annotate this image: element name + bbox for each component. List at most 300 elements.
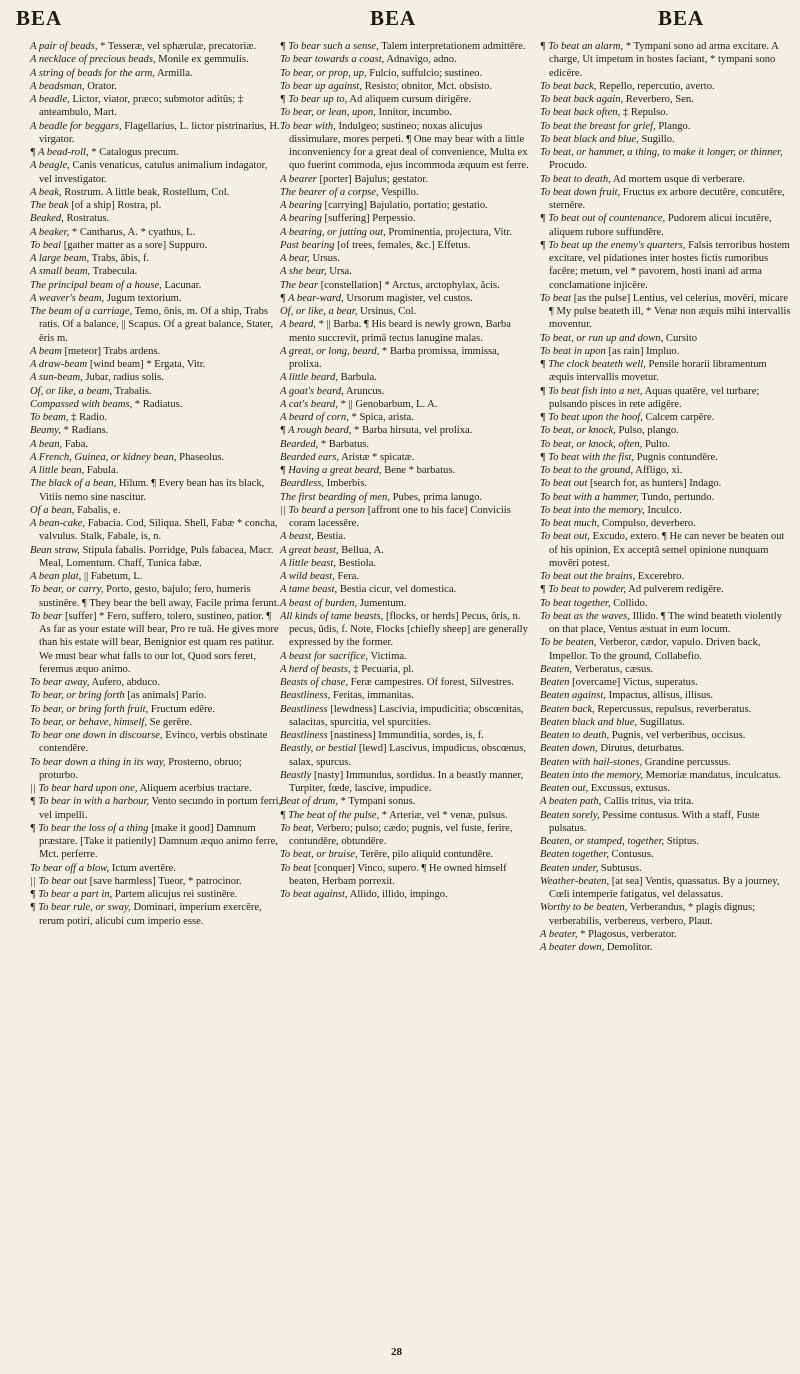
dictionary-entry: [280, 742, 532, 769]
page-number: 28: [391, 1346, 402, 1358]
dictionary-entry: [30, 729, 282, 756]
dictionary-entry: [30, 226, 282, 239]
entry-translation: Terēre, pilo aliquid contundēre.: [360, 849, 494, 861]
dictionary-entry: [540, 464, 792, 477]
entry-translation: [gather matter as a sore] Suppuro.: [63, 239, 208, 251]
entry-headword: A bean-cake,: [30, 518, 86, 529]
dictionary-entry: [30, 398, 282, 411]
entry-translation: [as animals] Pario.: [127, 690, 207, 702]
entry-headword: A bean plat,: [30, 571, 82, 582]
entry-headword: To beat as the waves,: [540, 610, 630, 622]
entry-headword: To beat, or bruise,: [280, 849, 358, 861]
entry-headword: The first bearding of men,: [280, 491, 390, 503]
entry-translation: ‡ Radio.: [71, 412, 108, 423]
entry-translation: * Plagosus, verberator.: [580, 928, 677, 940]
entry-headword: Of a bean,: [30, 504, 75, 516]
entry-headword: Beastly: [280, 769, 312, 781]
entry-headword: To bear with,: [280, 120, 336, 132]
entry-translation: [nastiness] Immunditia, sordes, is, f.: [330, 730, 484, 741]
entry-headword: To beat black and blue,: [540, 133, 639, 145]
dictionary-entry: [540, 186, 792, 213]
entry-headword: A great beast,: [280, 544, 339, 556]
entry-translation: Fabalis, e.: [77, 504, 121, 516]
entry-headword: A bearing: [280, 200, 322, 211]
entry-headword: A little beard,: [280, 372, 338, 384]
entry-translation: Ad mortem usque di verberare.: [612, 173, 745, 185]
entry-headword: ¶ To beat up the enemy's quarters,: [540, 239, 686, 251]
dictionary-entry: [30, 862, 282, 875]
dictionary-entry: [30, 159, 282, 186]
entry-translation: Barbula.: [340, 372, 377, 384]
entry-headword: A beast for sacrifice,: [280, 650, 369, 662]
entry-translation: [meteor] Trabs ardens.: [64, 345, 161, 357]
entry-translation: Ursa.: [329, 266, 352, 278]
entry-translation: [suffering] Perpessio.: [324, 213, 416, 225]
entry-headword: To beat, or knock, often,: [540, 438, 643, 450]
entry-translation: Sugillo.: [641, 133, 675, 145]
entry-translation: * Tesseræ, vel sphærulæ, precatoriæ.: [100, 41, 257, 52]
entry-translation: Grandine percussus.: [644, 756, 731, 768]
dictionary-entry: [540, 782, 792, 795]
entry-translation: Porto, gesto, bajulo; fero, humeris sustinēre. ¶ They bear the bell away, Facile prima ferunt.: [39, 584, 280, 609]
entry-headword: All kinds of tame beasts,: [280, 610, 384, 622]
entry-headword: A beadle,: [30, 94, 70, 105]
dictionary-entry: [30, 371, 282, 384]
dictionary-entry: [540, 106, 792, 119]
entry-translation: [make it good] Damnum præstare. [Take it patiently] Damnum æquo animo ferre, Mct. perferre.: [39, 822, 279, 861]
entry-translation: [wind beam] * Ergata, Vitr.: [89, 359, 206, 370]
entry-translation: Canis venaticus, catulus animalium indagator, vel investigator.: [39, 160, 268, 185]
entry-headword: Beastliness: [280, 703, 328, 715]
dictionary-entry: [280, 398, 532, 411]
dictionary-entry: [540, 477, 792, 490]
entry-headword: ¶ The clock beateth well,: [540, 359, 646, 370]
entry-headword: The beam of a carriage,: [30, 306, 133, 317]
dictionary-entry: [540, 663, 792, 676]
entry-translation: [lewdness] Lascivia, impudicitia; obscœnitas, salacitas, spurcitia, vel spurcities.: [289, 703, 524, 728]
entry-headword: ¶ The beat of the pulse,: [280, 809, 380, 821]
dictionary-entry: [30, 504, 282, 517]
entry-headword: To bear, or bring forth fruit,: [30, 703, 149, 715]
dictionary-entry: [30, 120, 282, 147]
entry-headword: To beat, or hammer, a thing, to make it longer, or thinner,: [540, 147, 783, 158]
entry-headword: To beat out,: [540, 531, 590, 543]
dictionary-entry: [30, 888, 282, 901]
entry-headword: Beaten into the memory,: [540, 769, 643, 781]
header-center: BEA: [370, 6, 417, 30]
entry-translation: Allido, illido, impingo.: [349, 889, 448, 900]
entry-headword: To beat the breast for grief,: [540, 120, 656, 132]
dictionary-entry: [280, 769, 532, 796]
entry-headword: To bear away,: [30, 677, 90, 688]
dictionary-entry: [540, 610, 792, 637]
dictionary-entry: [30, 610, 282, 676]
entry-translation: Calcem carpēre.: [645, 412, 715, 423]
entry-translation: * Tympani sono ad arma excitare. A charge, Ut impetum in hostes faciant, * tympani sono edicēre.: [549, 41, 779, 79]
entry-headword: To beat out: [540, 478, 588, 490]
dictionary-entry: [30, 570, 282, 583]
entry-headword: ¶ To bear up to,: [280, 94, 348, 105]
entry-translation: Aliquem acerbius tractare.: [139, 783, 252, 794]
dictionary-entry: [540, 120, 792, 133]
entry-headword: To bear, or carry,: [30, 584, 104, 596]
dictionary-entry: [540, 583, 792, 596]
dictionary-entry: [540, 411, 792, 424]
dictionary-entry: [280, 120, 532, 173]
dictionary-entry: [280, 544, 532, 557]
dictionary-entry: [30, 212, 282, 225]
dictionary-entry: [30, 80, 282, 93]
dictionary-entry: [540, 345, 792, 358]
entry-translation: * Tympani sonus.: [340, 796, 416, 808]
entry-headword: Bean straw,: [30, 544, 80, 556]
entry-translation: Collido.: [613, 597, 648, 609]
entry-headword: Beaten: [540, 677, 570, 688]
entry-headword: Beastly, or bestial: [280, 743, 357, 755]
entry-headword: The bear: [280, 279, 318, 291]
dictionary-entry: [540, 332, 792, 345]
entry-translation: Sugillatus.: [639, 716, 685, 728]
dictionary-entry: [280, 676, 532, 689]
entry-headword: Beardless,: [280, 478, 325, 490]
entry-translation: Temo, ōnis, m. Of a ship, Trabs ratis. Of a balance, || Scapus. Of a great balance, Stater, ēris m.: [39, 306, 274, 344]
dictionary-entry: [280, 318, 532, 345]
entry-translation: Excussus, extusus.: [590, 783, 671, 794]
entry-translation: Adnavigo, adno.: [386, 54, 457, 66]
entry-headword: A bearer: [280, 173, 317, 185]
dictionary-entry: [540, 835, 792, 848]
dictionary-entry: [30, 875, 282, 888]
entry-headword: To beat back often,: [540, 107, 621, 119]
dictionary-entry: [30, 411, 282, 424]
column-middle: [280, 40, 532, 901]
dictionary-entry: [280, 570, 532, 583]
entry-headword: To beat down fruit,: [540, 186, 621, 198]
entry-translation: [search for, as hunters] Indago.: [589, 478, 722, 490]
entry-translation: Feræ campestres. Of forest, Silvestres.: [350, 677, 514, 688]
entry-headword: A bearing, or jutting out,: [280, 226, 386, 238]
entry-headword: A beaker,: [30, 226, 70, 238]
entry-headword: A pair of beads,: [30, 41, 98, 52]
dictionary-entry: [30, 345, 282, 358]
entry-headword: The principal beam of a house,: [30, 279, 162, 291]
entry-headword: To beat, or run up and down,: [540, 332, 664, 344]
dictionary-entry: [280, 557, 532, 570]
entry-headword: Weather-beaten,: [540, 875, 610, 887]
entry-translation: Flagellarius, L. lictor pistrinarius, H. virgator.: [39, 120, 280, 145]
dictionary-entry: [30, 477, 282, 504]
entry-headword: ¶ To bear a part in,: [30, 889, 113, 900]
entry-headword: ¶ To beat fish into a net,: [540, 385, 643, 397]
dictionary-entry: [280, 650, 532, 663]
entry-headword: To bear towards a coast,: [280, 54, 385, 66]
dictionary-entry: [540, 901, 792, 928]
entry-translation: * Radians.: [63, 425, 109, 437]
entry-translation: Feritas, immanitas.: [332, 690, 414, 702]
entry-headword: A great, or long, beard,: [280, 345, 380, 357]
dictionary-entry: [30, 67, 282, 80]
entry-headword: ¶ To bear in with a harbour,: [30, 796, 150, 808]
dictionary-entry: [30, 305, 282, 345]
entry-translation: Subtusus.: [600, 862, 642, 874]
dictionary-entry: [30, 438, 282, 451]
entry-translation: Excudo, extero. ¶ He can never be beaten out of his opinion, Ex acceptâ semel opinione nunquam movēri potest.: [549, 531, 785, 569]
entry-headword: To beat out the brains,: [540, 571, 636, 582]
dictionary-entry: [540, 451, 792, 464]
entry-headword: Beaten out,: [540, 783, 589, 794]
entry-translation: Pulso, plango.: [618, 425, 679, 437]
entry-headword: A beak,: [30, 186, 62, 198]
entry-translation: Pulto.: [644, 438, 670, 450]
dictionary-entry: [30, 676, 282, 689]
entry-translation: Bestia.: [316, 531, 346, 543]
entry-headword: Beaten against,: [540, 690, 606, 702]
entry-translation: * || Barba. ¶ His beard is newly grown, Barba mento succrevit, primâ tectus lanugine malas.: [289, 319, 511, 344]
entry-translation: Orator.: [87, 80, 117, 92]
entry-translation: Ursus.: [312, 253, 340, 264]
entry-headword: To beat to death,: [540, 173, 611, 185]
dictionary-entry: [280, 809, 532, 822]
dictionary-entry: [280, 106, 532, 119]
entry-translation: Reverbero, Sen.: [625, 94, 694, 105]
entry-headword: Beaten down,: [540, 743, 598, 755]
entry-translation: * Barba hirsuta, vel prolixa.: [354, 425, 473, 437]
entry-headword: A beam: [30, 345, 62, 357]
entry-translation: Verberandus, * plagis dignus; verberabilis, verbereus, verbero, Plaut.: [549, 902, 756, 927]
entry-headword: Of, or like, a beam,: [30, 385, 113, 397]
entry-translation: Falsis terroribus hostem excitare, vel pidationes inter hostes fictis rumoribus facēre; metum, vel * pavorem, hosti inani ad arma conclamatione injicēre.: [549, 239, 790, 291]
dictionary-entry: [280, 504, 532, 531]
entry-translation: [carrying] Bajulatio, portatio; gestatio.: [324, 200, 488, 211]
entry-headword: A she bear,: [280, 266, 327, 278]
dictionary-entry: [280, 530, 532, 543]
entry-translation: Demolitor.: [606, 942, 653, 953]
dictionary-entry: [280, 226, 532, 239]
entry-translation: Talem interpretationem admittēre.: [381, 41, 526, 52]
entry-translation: [as the pulse] Lentius, vel celerius, movēri, micare ¶ My pulse beateth ill, * Venæ non æquis mihi intervallis moventur.: [549, 292, 791, 331]
entry-translation: Monile ex gemmulis.: [158, 54, 249, 66]
entry-headword: To beat much,: [540, 518, 600, 529]
entry-translation: Bene * barbatus.: [384, 465, 456, 476]
entry-headword: A beaten path,: [540, 796, 602, 808]
dictionary-entry: [30, 517, 282, 544]
entry-headword: To beat, or knock,: [540, 425, 616, 437]
entry-headword: A cat's beard,: [280, 398, 338, 410]
entry-translation: Rostrum. A little beak, Rostellum, Col.: [64, 186, 230, 198]
dictionary-entry: [30, 199, 282, 212]
dictionary-entry: [540, 424, 792, 437]
dictionary-entry: [30, 782, 282, 795]
dictionary-entry: [280, 822, 532, 849]
entry-translation: Memoriæ mandatus, inculcatus.: [645, 769, 781, 781]
entry-headword: A weaver's beam,: [30, 292, 105, 304]
entry-headword: To beat in upon: [540, 345, 606, 357]
entry-translation: Jugum textorium.: [106, 292, 182, 304]
entry-translation: Pessime contusus. With a staff, Fuste pulsatus.: [549, 809, 760, 834]
entry-translation: Aruncus.: [345, 385, 385, 397]
entry-headword: To bear, or prop, up,: [280, 67, 367, 79]
dictionary-entry: [540, 769, 792, 782]
entry-headword: ¶ To beat an alarm,: [540, 41, 624, 52]
entry-translation: [suffer] * Fero, suffero, tolero, sustineo, patior. ¶ As far as your estate will bear, Pro re tuâ. He gives more than his estate will bear, Benignior est quam res patitur. We must bear what falls to our lot, Quod sors feret, feremus æquo animo.: [39, 610, 279, 675]
entry-headword: ¶ To bear such a sense,: [280, 41, 379, 52]
entry-headword: A herd of beasts,: [280, 663, 351, 675]
entry-headword: ¶ Having a great beard,: [280, 465, 382, 476]
entry-translation: Fructum edēre.: [150, 703, 216, 715]
entry-translation: [conquer] Vinco, supero. ¶ He owned himself beaten, Herbam porrexit.: [289, 862, 507, 887]
column-left: [30, 40, 282, 928]
entry-headword: A little beast,: [280, 557, 337, 569]
dictionary-entry: [30, 901, 282, 928]
entry-headword: Beasts of chase,: [280, 677, 348, 688]
entry-headword: A bearing: [280, 213, 322, 225]
dictionary-entry: [280, 862, 532, 889]
entry-translation: [constellation] * Arctus, arctophylax, ăcis.: [320, 279, 500, 291]
entry-translation: Ad aliquem cursum dirigēre.: [349, 94, 472, 105]
dictionary-entry: [540, 239, 792, 292]
entry-translation: Evinco, verbis obstinate contendēre.: [39, 730, 268, 755]
dictionary-entry: [280, 729, 532, 742]
entry-headword: A draw-beam: [30, 359, 88, 370]
entry-translation: Trabalis.: [114, 385, 152, 397]
entry-translation: * Barba promissa, immissa, prolixa.: [289, 345, 500, 370]
entry-headword: To bear, or behave, himself,: [30, 716, 148, 728]
entry-translation: Pensile horarii libramentum æquis intervallis movetur.: [549, 359, 767, 384]
dictionary-entry: [30, 464, 282, 477]
dictionary-entry: [540, 93, 792, 106]
entry-headword: To bear down a thing in its way,: [30, 756, 166, 768]
entry-translation: Plango.: [658, 120, 691, 132]
dictionary-entry: [540, 703, 792, 716]
dictionary-entry: [30, 756, 282, 783]
entry-translation: Imberbis.: [326, 478, 368, 490]
dictionary-entry: [280, 371, 532, 384]
dictionary-entry: [280, 451, 532, 464]
entry-translation: Stipula fabalis. Porridge, Puls fabacea, Macr. Meal, Lomentum. Chaff, Tunica fabæ.: [39, 544, 274, 569]
dictionary-entry: [540, 133, 792, 146]
entry-headword: A beast,: [280, 531, 314, 543]
entry-translation: Pugnis contundēre.: [636, 451, 718, 463]
entry-headword: A beard of corn,: [280, 412, 349, 423]
entry-headword: Bearded,: [280, 438, 319, 450]
entry-translation: * Cantharus, A. * cyathus, L.: [71, 226, 196, 238]
entry-headword: Beastliness,: [280, 690, 331, 702]
entry-headword: To bear: [30, 610, 63, 622]
dictionary-entry: [280, 173, 532, 186]
entry-translation: Compulso, deverbero.: [602, 518, 696, 529]
entry-headword: Beaten to death,: [540, 730, 610, 741]
entry-headword: A beater down,: [540, 942, 605, 953]
entry-headword: To beat with a hammer,: [540, 491, 639, 503]
dictionary-entry: [30, 265, 282, 278]
entry-headword: || To bear out: [30, 875, 87, 887]
entry-translation: Fera.: [337, 571, 359, 582]
entry-headword: ¶ To beat with the fist,: [540, 451, 635, 463]
entry-headword: A beard,: [280, 319, 316, 331]
dictionary-entry: [280, 583, 532, 596]
dictionary-entry: [30, 252, 282, 265]
dictionary-entry: [30, 544, 282, 571]
entry-translation: Pubes, prima lanugo.: [392, 491, 483, 503]
dictionary-entry: [540, 438, 792, 451]
entry-headword: To bear, or lean, upon,: [280, 107, 376, 119]
dictionary-entry: [540, 358, 792, 385]
entry-translation: Fructus ex arbore decutēre, concutēre, sternēre.: [549, 186, 785, 211]
dictionary-entry: [30, 703, 282, 716]
entry-headword: A sun-beam,: [30, 372, 83, 384]
entry-translation: * Barbatus.: [320, 438, 370, 450]
entry-headword: ¶ A bead-roll,: [30, 147, 89, 158]
dictionary-entry: [280, 252, 532, 265]
entry-translation: Tundo, pertundo.: [641, 491, 715, 503]
entry-headword: ¶ To bear rule, or sway,: [30, 902, 131, 914]
entry-headword: Past bearing: [280, 239, 335, 251]
entry-translation: [overcame] Victus, superatus.: [572, 677, 698, 688]
entry-translation: Pugnis, vel verberibus, occisus.: [611, 730, 746, 741]
entry-translation: Trabs, ăbis, f.: [91, 253, 150, 264]
entry-translation: Dominari, imperium exercēre, rerum potiri, alicubi cum imperio esse.: [39, 902, 262, 927]
entry-translation: [of a ship] Rostra, pl.: [71, 200, 162, 211]
entry-translation: [save harmless] Tueor, * patrocinor.: [89, 875, 242, 887]
dictionary-entry: [540, 385, 792, 412]
entry-translation: * Arteriæ, vel * venæ, pulsus.: [381, 809, 508, 821]
dictionary-entry: [540, 941, 792, 954]
entry-translation: Aquas quatēre, vel turbare; pulsando pisces in rete adigēre.: [549, 385, 760, 410]
entry-headword: Beaten together,: [540, 849, 609, 861]
dictionary-entry: [30, 424, 282, 437]
entry-translation: Inculco.: [647, 504, 682, 516]
entry-translation: [of trees, females, &c.] Effetus.: [337, 239, 471, 251]
entry-headword: To beat: [540, 292, 572, 304]
entry-headword: A beagle,: [30, 160, 70, 172]
entry-headword: Beaten black and blue,: [540, 716, 638, 728]
entry-translation: Innitor, incumbo.: [378, 107, 452, 119]
dictionary-entry: [540, 689, 792, 702]
dictionary-entry: [30, 689, 282, 702]
dictionary-entry: [30, 795, 282, 822]
entry-translation: Illido. ¶ The wind beateth violently on that place, Ventus æstuat in eum locum.: [549, 610, 782, 635]
entry-translation: * || Genobarbum, L. A.: [340, 398, 438, 410]
dictionary-entry: [540, 795, 792, 808]
entry-translation: Jubar, radius solis.: [85, 372, 164, 384]
entry-translation: Impactus, allisus, illisus.: [608, 690, 714, 702]
entry-headword: Beaten with hail-stones,: [540, 756, 643, 768]
dictionary-entry: [280, 305, 532, 318]
entry-headword: To bear up against,: [280, 80, 363, 92]
running-headers: [0, 6, 800, 34]
entry-headword: Beaten under,: [540, 862, 599, 874]
dictionary-entry: [30, 822, 282, 862]
entry-headword: Beaten, or stamped, together,: [540, 836, 665, 847]
dictionary-entry: [540, 517, 792, 530]
entry-translation: Prominentia, projectura, Vitr.: [388, 226, 513, 238]
entry-headword: To beam,: [30, 412, 69, 423]
dictionary-entry: [540, 530, 792, 570]
entry-translation: [as rain] Impluo.: [608, 345, 680, 357]
entry-headword: To beat: [280, 862, 312, 874]
entry-translation: Fulcio, suffulcio; sustineo.: [369, 67, 483, 79]
entry-headword: A bear,: [280, 253, 310, 264]
dictionary-entry: [540, 742, 792, 755]
entry-headword: To beat together,: [540, 597, 611, 609]
dictionary-entry: [540, 80, 792, 93]
entry-headword: To bear one down in discourse,: [30, 730, 163, 741]
entry-translation: * Catalogus precum.: [91, 147, 179, 158]
dictionary-entry: [30, 385, 282, 398]
entry-headword: Beaten,: [540, 663, 573, 675]
entry-translation: Excerebro.: [637, 571, 685, 582]
dictionary-entry: [280, 67, 532, 80]
